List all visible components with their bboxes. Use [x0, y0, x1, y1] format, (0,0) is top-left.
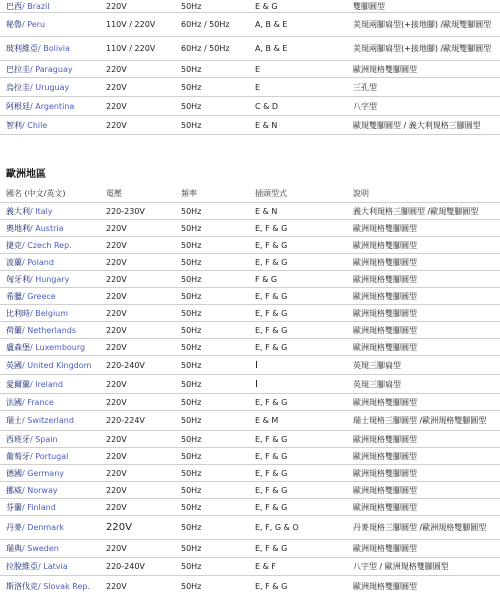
- country-name-zh: 斯洛伐克: [6, 581, 38, 591]
- frequency-cell: 50Hz: [181, 468, 202, 478]
- country-name-zh: 英國: [6, 360, 22, 370]
- country-name-en: / Austria: [30, 223, 64, 233]
- frequency-cell: 50Hz: [181, 64, 202, 74]
- table-row: [0, 339, 500, 356]
- table-row: [0, 540, 500, 558]
- plug-type-cell: E & G: [255, 1, 278, 11]
- country-name-en: / Slovak Rep.: [38, 581, 90, 591]
- country-cell: [6, 37, 102, 60]
- description-cell: [353, 203, 499, 219]
- country-name-zh: 波蘭: [6, 257, 22, 267]
- table-row: [0, 516, 500, 540]
- description-text: 歐洲規格雙腳圓型: [353, 397, 417, 407]
- country-name-zh: 匈牙利: [6, 274, 30, 284]
- country-cell: [6, 237, 102, 253]
- country-name-en: / Argentina: [30, 101, 75, 111]
- description-cell: [353, 558, 499, 575]
- country-cell: [6, 499, 102, 515]
- voltage-cell: 220V: [106, 223, 127, 233]
- table-row: [0, 0, 500, 13]
- plug-type-cell: E & N: [255, 120, 278, 130]
- voltage-cell: 220V: [106, 240, 127, 250]
- frequency-cell: 50Hz: [181, 360, 202, 370]
- plug-type-cell: A, B & E: [255, 20, 288, 29]
- country-cell: [6, 305, 102, 321]
- table-row: [0, 448, 500, 465]
- table-row: [0, 465, 500, 482]
- country-name-en: / Uruguay: [30, 82, 70, 92]
- table-row: [0, 431, 500, 448]
- description-cell: [353, 431, 499, 447]
- country-cell: [6, 322, 102, 338]
- frequency-cell: 50Hz: [181, 82, 202, 92]
- plug-type-cell: E, F & G: [255, 342, 288, 352]
- plug-type-cell: E & M: [255, 416, 279, 425]
- country-name-zh: 愛爾蘭: [6, 379, 30, 389]
- frequency-cell: 60Hz / 50Hz: [181, 20, 230, 29]
- description-cell: [353, 411, 499, 430]
- table-row: [0, 558, 500, 576]
- frequency-cell: 50Hz: [181, 502, 202, 512]
- header-voltage: 電壓: [106, 189, 122, 198]
- country-cell: [6, 97, 102, 115]
- country-cell: [6, 431, 102, 447]
- country-name-zh: 烏拉圭: [6, 82, 30, 92]
- voltage-cell: 220V: [106, 485, 127, 495]
- description-cell: [353, 516, 499, 539]
- description-cell: [353, 288, 499, 304]
- plug-type-cell: E, F & G: [255, 468, 288, 478]
- plug-type-cell: E, F & G: [255, 544, 288, 553]
- country-name-en: / Brazil: [22, 1, 50, 11]
- table-row: [0, 322, 500, 339]
- country-name-zh: 巴西: [6, 1, 22, 11]
- frequency-cell: 50Hz: [181, 379, 202, 389]
- description-text: 歐洲規格雙腳圓型: [353, 544, 417, 553]
- plug-type-cell: E & N: [255, 206, 278, 216]
- country-name-en: / Ireland: [30, 379, 63, 389]
- country-cell: [6, 356, 102, 374]
- country-name-zh: 比利時: [6, 308, 30, 318]
- voltage-cell: 220V: [106, 82, 127, 92]
- table-row: [0, 78, 500, 97]
- frequency-cell: 50Hz: [181, 120, 202, 130]
- country-name-en: / Sweden: [22, 544, 59, 553]
- country-name-en: / Chile: [22, 120, 48, 130]
- plug-type-cell: E & F: [255, 562, 276, 571]
- header-country: 國名 (中文/英文): [6, 189, 66, 198]
- description-cell: [353, 237, 499, 253]
- table-header-row: [0, 185, 500, 203]
- table-row: [0, 356, 500, 375]
- country-name-en: / Bolivia: [38, 44, 70, 53]
- country-name-zh: 丹麥: [6, 523, 22, 532]
- description-text: 歐洲規格雙腳圓型: [353, 342, 417, 352]
- description-cell: [353, 540, 499, 557]
- table-row: [0, 271, 500, 288]
- country-name-en: / United Kingdom: [22, 360, 92, 370]
- country-cell: [6, 482, 102, 498]
- country-name-zh: 荷蘭: [6, 325, 22, 335]
- frequency-cell: 50Hz: [181, 240, 202, 250]
- plug-type-cell: I: [255, 378, 258, 390]
- plug-type-cell: E, F & G: [255, 502, 288, 512]
- country-cell: [6, 516, 102, 539]
- voltage-cell: 220V: [106, 468, 127, 478]
- table-row: [0, 220, 500, 237]
- description-cell: [353, 78, 499, 96]
- voltage-cell: 220-224V: [106, 416, 145, 425]
- voltage-cell: 220V: [106, 451, 127, 461]
- voltage-cell: 220V: [106, 274, 127, 284]
- country-name-en: / Belgium: [30, 308, 69, 318]
- voltage-cell: 220V: [106, 522, 132, 533]
- voltage-cell: 220-230V: [106, 206, 145, 216]
- country-cell: [6, 465, 102, 481]
- description-text: 義大利規格三腳圓型 /歐規雙腳圓型: [353, 206, 479, 216]
- description-text: 美規兩腳扁型(+接地腳) /歐規雙腳圓型: [353, 44, 492, 53]
- frequency-cell: 50Hz: [181, 308, 202, 318]
- frequency-cell: 50Hz: [181, 562, 202, 571]
- table-row: [0, 203, 500, 220]
- description-cell: [353, 254, 499, 270]
- voltage-cell: 220V: [106, 342, 127, 352]
- plug-type-cell: E, F & G: [255, 325, 288, 335]
- voltage-cell: 220V: [106, 120, 127, 130]
- country-name-zh: 捷克: [6, 240, 22, 250]
- description-text: 歐洲規格雙腳圓型: [353, 223, 417, 233]
- plug-type-cell: F & G: [255, 274, 278, 284]
- description-text: 歐洲規格雙腳圓型: [353, 485, 417, 495]
- country-name-en: / Italy: [30, 206, 53, 216]
- table-row: [0, 305, 500, 322]
- country-cell: [6, 61, 102, 77]
- voltage-cell: 220V: [106, 257, 127, 267]
- description-text: 丹麥規格三腳圓型 /歐洲規格雙腳圓型: [353, 523, 487, 532]
- plug-type-cell: E, F & G: [255, 485, 288, 495]
- country-cell: [6, 394, 102, 410]
- description-text: 歐洲規格雙腳圓型: [353, 274, 417, 284]
- description-text: 美規兩腳扁型(+接地腳) /歐規雙腳圓型: [353, 20, 492, 29]
- country-name-en: / Finland: [22, 502, 56, 512]
- voltage-cell: 220V: [106, 581, 127, 591]
- country-name-en: / Denmark: [22, 523, 65, 532]
- description-text: 歐洲規格雙腳圓型: [353, 325, 417, 335]
- description-text: 雙腳圓型: [353, 1, 385, 11]
- description-text: 歐洲規格雙腳圓型: [353, 257, 417, 267]
- table-row: [0, 13, 500, 37]
- country-name-en: / Hungary: [30, 274, 70, 284]
- voltage-cell: 220V: [106, 325, 127, 335]
- frequency-cell: 50Hz: [181, 101, 202, 111]
- country-name-zh: 義大利: [6, 206, 30, 216]
- table-row: [0, 394, 500, 411]
- table-row: [0, 482, 500, 499]
- description-cell: [353, 37, 499, 60]
- country-name-en: / Switzerland: [22, 416, 74, 425]
- frequency-cell: 50Hz: [181, 523, 202, 532]
- description-text: 三孔型: [353, 82, 377, 92]
- country-cell: [6, 375, 102, 393]
- description-text: 英規三腳扁型: [353, 379, 401, 389]
- frequency-cell: 50Hz: [181, 206, 202, 216]
- frequency-cell: 50Hz: [181, 397, 202, 407]
- description-cell: [353, 356, 499, 374]
- description-cell: [353, 220, 499, 236]
- frequency-cell: 50Hz: [181, 257, 202, 267]
- description-text: 八字型 / 歐洲規格雙腳圓型: [353, 562, 449, 571]
- plug-type-cell: I: [255, 359, 258, 371]
- description-cell: [353, 482, 499, 498]
- plug-type-cell: E, F & G: [255, 434, 288, 444]
- country-name-en: / Czech Rep.: [22, 240, 72, 250]
- plug-type-cell: E, F & G: [255, 397, 288, 407]
- country-name-en: / Germany: [22, 468, 65, 478]
- voltage-cell: 220V: [106, 502, 127, 512]
- country-name-en: / France: [22, 397, 54, 407]
- description-cell: [353, 61, 499, 77]
- frequency-cell: 50Hz: [181, 342, 202, 352]
- frequency-cell: 50Hz: [181, 581, 202, 591]
- description-text: 歐洲規格雙腳圓型: [353, 308, 417, 318]
- country-cell: [6, 288, 102, 304]
- header-frequency: 頻率: [181, 189, 197, 198]
- plug-type-cell: A, B & E: [255, 44, 288, 53]
- frequency-cell: 50Hz: [181, 416, 202, 425]
- description-cell: [353, 13, 499, 36]
- country-name-zh: 葡萄牙: [6, 451, 30, 461]
- country-cell: [6, 116, 102, 134]
- country-name-zh: 秘魯: [6, 20, 22, 29]
- country-cell: [6, 271, 102, 287]
- description-cell: [353, 339, 499, 355]
- description-cell: [353, 394, 499, 410]
- frequency-cell: 50Hz: [181, 434, 202, 444]
- voltage-cell: 220V: [106, 101, 127, 111]
- description-cell: [353, 271, 499, 287]
- country-cell: [6, 203, 102, 219]
- plug-type-cell: E, F & G: [255, 291, 288, 301]
- plug-type-cell: E, F & G: [255, 223, 288, 233]
- country-name-zh: 巴拉圭: [6, 64, 30, 74]
- country-name-zh: 德國: [6, 468, 22, 478]
- frequency-cell: 60Hz / 50Hz: [181, 44, 230, 53]
- country-name-en: / Greece: [22, 291, 56, 301]
- table-row: [0, 116, 500, 135]
- country-name-zh: 盧森堡: [6, 342, 30, 352]
- plug-type-cell: E, F & G: [255, 257, 288, 267]
- voltage-cell: 220V: [106, 1, 127, 11]
- country-cell: [6, 558, 102, 575]
- country-name-zh: 芬蘭: [6, 502, 22, 512]
- voltage-cell: 220V: [106, 308, 127, 318]
- country-cell: [6, 339, 102, 355]
- section-title: 歐洲地區: [6, 169, 46, 180]
- description-text: 歐規雙腳圓型 / 義大利規格三腳圓型: [353, 120, 481, 130]
- country-name-en: / Paraguay: [30, 64, 73, 74]
- country-name-zh: 智利: [6, 120, 22, 130]
- table-row: [0, 288, 500, 305]
- description-text: 瑞士規格三腳圓型 /歐洲規格雙腳圓型: [353, 416, 487, 425]
- description-text: 歐洲規格雙腳圓型: [353, 291, 417, 301]
- description-text: 歐洲規格雙腳圓型: [353, 451, 417, 461]
- plug-type-cell: E, F & G: [255, 240, 288, 250]
- table-row: [0, 576, 500, 596]
- description-cell: [353, 576, 499, 596]
- voltage-cell: 220V: [106, 291, 127, 301]
- description-cell: [353, 305, 499, 321]
- voltage-cell: 110V / 220V: [106, 44, 156, 53]
- description-cell: [353, 97, 499, 115]
- description-cell: [353, 116, 499, 134]
- table-row: [0, 61, 500, 78]
- frequency-cell: 50Hz: [181, 291, 202, 301]
- frequency-cell: 50Hz: [181, 544, 202, 553]
- frequency-cell: 50Hz: [181, 1, 202, 11]
- country-cell: [6, 576, 102, 596]
- country-name-zh: 拉脫維亞: [6, 562, 38, 571]
- plug-type-cell: C & D: [255, 101, 279, 111]
- country-cell: [6, 448, 102, 464]
- voltage-cell: 110V / 220V: [106, 20, 156, 29]
- country-name-en: / Peru: [22, 20, 46, 29]
- country-name-en: / Portugal: [30, 451, 69, 461]
- country-name-zh: 瑞士: [6, 416, 22, 425]
- voltage-cell: 220V: [106, 544, 127, 553]
- country-name-zh: 法國: [6, 397, 22, 407]
- table-row: [0, 237, 500, 254]
- description-text: 八字型: [353, 101, 377, 111]
- country-name-zh: 阿根廷: [6, 101, 30, 111]
- country-name-zh: 奧地利: [6, 223, 30, 233]
- country-name-en: / Norway: [22, 485, 58, 495]
- country-name-en: / Luxembourg: [30, 342, 86, 352]
- voltage-cell: 220V: [106, 379, 127, 389]
- voltage-cell: 220-240V: [106, 360, 145, 370]
- voltage-cell: 220V: [106, 397, 127, 407]
- country-cell: [6, 254, 102, 270]
- description-text: 英規三腳扁型: [353, 360, 401, 370]
- header-description: 說明: [353, 189, 369, 198]
- description-text: 歐洲規格雙腳圓型: [353, 434, 417, 444]
- frequency-cell: 50Hz: [181, 223, 202, 233]
- table-row: [0, 411, 500, 431]
- frequency-cell: 50Hz: [181, 485, 202, 495]
- plug-type-cell: E, F & G: [255, 451, 288, 461]
- description-cell: [353, 375, 499, 393]
- description-cell: [353, 322, 499, 338]
- voltage-cell: 220V: [106, 64, 127, 74]
- plug-type-cell: E, F & G: [255, 308, 288, 318]
- country-name-zh: 希臘: [6, 291, 22, 301]
- frequency-cell: 50Hz: [181, 325, 202, 335]
- plug-type-cell: E, F, G & O: [255, 523, 299, 532]
- frequency-cell: 50Hz: [181, 274, 202, 284]
- country-cell: [6, 13, 102, 36]
- description-cell: [353, 499, 499, 515]
- header-plug-type: 插頭型式: [255, 189, 287, 198]
- country-cell: [6, 78, 102, 96]
- plug-type-cell: E: [255, 64, 261, 74]
- country-name-zh: 西班牙: [6, 434, 30, 444]
- country-cell: [6, 220, 102, 236]
- frequency-cell: 50Hz: [181, 451, 202, 461]
- table-row: [0, 37, 500, 61]
- voltage-cell: 220-240V: [106, 562, 145, 571]
- table-row: [0, 375, 500, 394]
- description-text: 歐洲規格雙腳圓型: [353, 581, 417, 591]
- country-name-en: / Latvia: [38, 562, 68, 571]
- country-cell: [6, 540, 102, 557]
- country-cell: [6, 0, 102, 12]
- country-cell: [6, 411, 102, 430]
- country-name-en: / Poland: [22, 257, 54, 267]
- description-text: 歐洲規格雙腳圓型: [353, 240, 417, 250]
- voltage-cell: 220V: [106, 434, 127, 444]
- description-cell: [353, 0, 499, 12]
- plug-type-cell: E: [255, 82, 261, 92]
- country-name-zh: 瑞典: [6, 544, 22, 553]
- description-cell: [353, 448, 499, 464]
- country-name-zh: 挪威: [6, 485, 22, 495]
- country-name-en: / Netherlands: [22, 325, 77, 335]
- description-text: 歐洲規格雙腳圓型: [353, 468, 417, 478]
- country-name-zh: 玻利維亞: [6, 44, 38, 53]
- table-row: [0, 499, 500, 516]
- description-text: 歐洲規格雙腳圓型: [353, 502, 417, 512]
- table-row: [0, 254, 500, 271]
- country-name-en: / Spain: [30, 434, 58, 444]
- table-row: [0, 97, 500, 116]
- description-text: 歐洲規格雙腳圓型: [353, 64, 417, 74]
- plug-type-cell: E, F & G: [255, 581, 288, 591]
- description-cell: [353, 465, 499, 481]
